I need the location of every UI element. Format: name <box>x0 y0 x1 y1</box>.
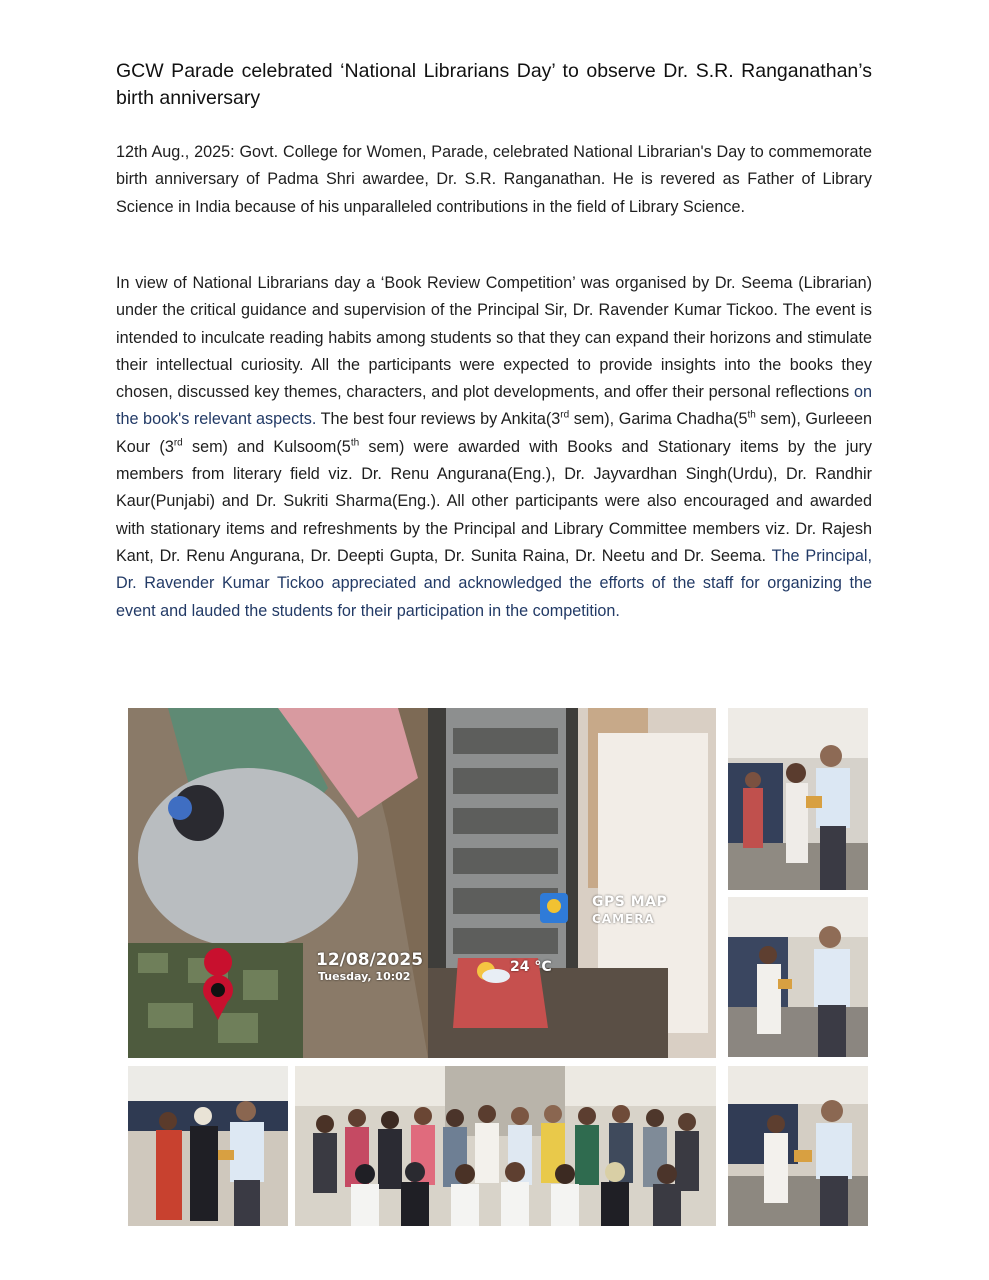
photo-award-3-image <box>128 1066 288 1226</box>
photo-main-gps <box>128 708 716 1058</box>
paragraph-event-highlight1: on the book's relevant aspects. <box>116 383 873 429</box>
gps-temperature: 24 °C <box>510 959 552 975</box>
photo-award-1 <box>728 708 868 890</box>
paragraph-event-part1: In view of National Librarians day a ‘Book Review Competition’ was organised by Dr. Seema (Librarian) under the critical guidance and supervision of the Principal Sir, Dr. Ravender Kumar Tickoo. The event is intended to inculcate reading habits among students so that they can expand their horizons and stimulate their intellectual curiosity. All the participants were expected to provide insights into the books they chosen, discussed key themes, characters, and plot developments, and offer their personal reflections <box>116 274 872 402</box>
ordinal-rd: rd <box>173 437 183 449</box>
article-title: GCW Parade celebrated ‘National Librarians Day’ to observe Dr. S.R. Ranganathan’s birth anniversary <box>116 60 872 109</box>
gps-date-stamp: 12/08/2025 <box>316 950 424 970</box>
photo-award-3 <box>128 1066 288 1226</box>
paragraph-event-winners-c: sem), Gurleeen Kour (3 <box>116 410 872 456</box>
ordinal-rd: rd <box>560 410 570 422</box>
photo-group-image <box>295 1066 716 1226</box>
paragraph-intro <box>116 139 872 221</box>
photo-award-1-image <box>728 708 868 890</box>
gps-camera-brand <box>592 894 667 928</box>
paragraph-event-winners-b: sem), Garima Chadha(5 <box>569 410 748 429</box>
photo-award-4 <box>728 1066 868 1226</box>
gps-brand-line2: CAMERA <box>592 912 655 926</box>
photo-group <box>295 1066 716 1226</box>
paragraph-event-winners-d: sem) and Kulsoom(5 <box>182 437 351 456</box>
ordinal-th: th <box>350 437 360 449</box>
paragraph-event-winners-e: sem) were awarded with Books and Stationary items by the jury members from literary field viz. Dr. Renu Angurana(Eng.), Dr. Jayvardhan Singh(Urdu), Dr. Randhir Kaur(Punjabi) and Dr. Sukriti Sharma(Eng.). All other participants were also encouraged and awarded with stationary items and refreshments by the Principal and Library Committee members viz. Dr. Rajesh Kant, Dr. Renu Angurana, Dr. Deepti Gupta, Dr. Sunita Raina, Dr. Neetu and Dr. Seema. <box>116 437 872 565</box>
ordinal-th: th <box>747 410 756 422</box>
paragraph-event-winners-a: The best four reviews by Ankita(3 <box>320 410 561 429</box>
photo-award-4-image <box>728 1066 868 1226</box>
photo-award-2-image <box>728 897 868 1057</box>
paragraph-event-highlight2: The Principal, Dr. Ravender Kumar Tickoo appreciated and acknowledged the efforts of the staff for organizing the event and lauded the students for their participation in the competition. <box>116 546 872 620</box>
paragraph-event <box>116 270 872 625</box>
paragraph-intro-text: 12th Aug., 2025: Govt. College for Women, Parade, celebrated National Librarian's Day to commemorate birth anniversary of Padma Shri awardee, Dr. S.R. Ranganathan. He is revered as Father of Library Science in India because of his unparalleled contributions in the field of Library Science. <box>116 143 872 216</box>
gps-brand-line1: GPS MAP <box>592 894 668 910</box>
photo-award-2 <box>728 897 868 1057</box>
photo-main-gps-image <box>128 708 716 1058</box>
gps-day-time: Tuesday, 10:02 <box>318 970 411 983</box>
